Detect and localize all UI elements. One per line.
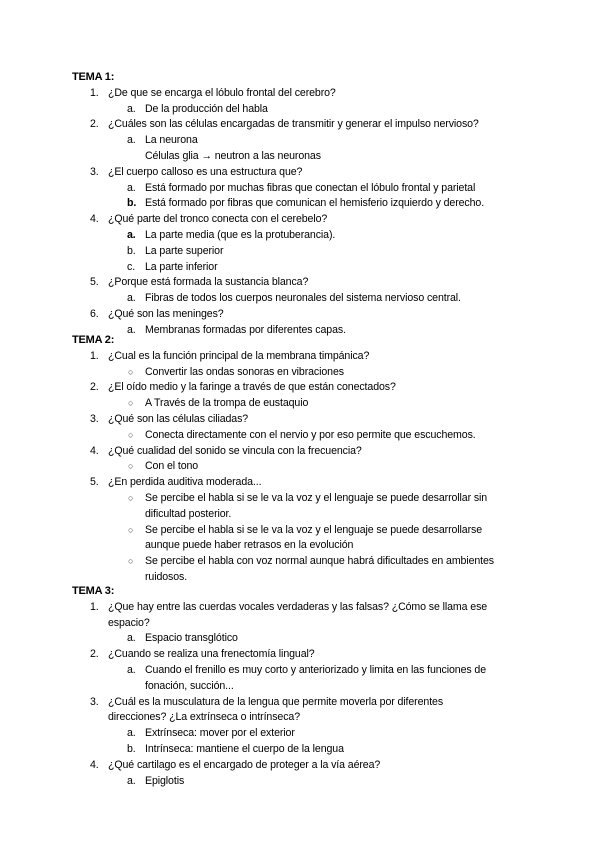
answer-label: a. [127,181,136,194]
bullet-circle-icon: ○ [128,429,134,440]
question [72,275,542,291]
question-text: ¿Qué parte del tronco conecta con el cerebelo? [108,213,328,226]
question-text: ¿Cual es la función principal de la membrana timpánica? [108,349,370,362]
answer-text: Se percibe el habla con voz normal aunque habrá dificultades en ambientes [145,555,494,568]
answer-text: dificultad posterior. [145,507,232,520]
answer [72,181,542,197]
answer [72,133,542,149]
question-number: 6. [90,307,99,320]
question-number: 4. [90,758,99,771]
answer-continuation [72,507,542,523]
answer-text: Epiglotis [145,774,185,787]
question [72,600,542,616]
question-text: ¿En perdida auditiva moderada... [108,476,262,489]
question-text: ¿El oído medio y la faringe a través de que están conectados? [108,381,396,394]
answer [72,365,542,381]
section-title: TEMA 3: [72,585,115,597]
question-number: 5. [90,476,99,489]
answer [72,663,542,679]
answer-text: Conecta directamente con el nervio y por eso permite que escuchemos. [145,428,476,441]
question-number: 1. [90,86,99,99]
question-number: 2. [90,118,99,131]
answer-label: b. [127,742,136,755]
question [72,412,542,428]
answer-text: ruidosos. [145,570,188,583]
answer-text: Extrínseca: mover por el exterior [145,727,295,740]
question-continuation [72,616,542,632]
question-text: ¿Cuáles son las células encargadas de transmitir y generar el impulso nervioso? [108,118,479,131]
answer [72,742,542,758]
answer [72,102,542,118]
answer [72,291,542,307]
answer-note [72,149,542,165]
answer-text: Se percibe el habla si se le va la voz y el lenguaje se puede desarrollarse [145,523,483,536]
question-number: 3. [90,165,99,178]
answer-text: Está formado por fibras que comunican el hemisferio izquierdo y derecho. [145,197,485,210]
question-number: 1. [90,349,99,362]
question-text: ¿Porque está formada la sustancia blanca? [108,276,309,289]
answer-text: Membranas formadas por diferentes capas. [145,323,346,336]
answer [72,774,542,790]
question-text: direcciones? ¿La extrínseca o intrínseca? [108,711,300,724]
answer-label: b. [127,197,137,210]
section-title: TEMA 1: [72,71,115,83]
question [72,349,542,365]
answer-label: a. [127,632,136,645]
answer-text: De la producción del habla [145,102,268,115]
question-number: 2. [90,648,99,661]
answer-label: a. [127,663,136,676]
answer-text: aunque puede haber retrasos en la evolución [145,539,354,552]
question-text: ¿Qué cualidad del sonido se vincula con la frecuencia? [108,444,362,457]
question [72,117,542,133]
question [72,212,542,228]
question-number: 1. [90,600,99,613]
question [72,758,542,774]
question-number: 4. [90,213,99,226]
answer [72,244,542,260]
section-title: TEMA 2: [72,334,115,346]
question-number: 3. [90,412,99,425]
answer [72,523,542,539]
question-text: espacio? [108,616,150,629]
question [72,444,542,460]
question-text: ¿Qué son las células ciliadas? [108,412,249,425]
question-text: ¿Qué cartilago es el encargado de proteger a la vía aérea? [108,758,381,771]
answer-label: b. [127,244,136,257]
question [72,307,542,323]
section-tema-1 [72,70,542,339]
bullet-circle-icon: ○ [128,524,134,535]
question [72,380,542,396]
answer-text: fonación, succión... [145,679,234,692]
question-text: ¿El cuerpo calloso es una estructura que? [108,165,303,178]
answer [72,491,542,507]
answer-text: Está formado por muchas fibras que conectan el lóbulo frontal y parietal [145,181,476,194]
question-text: ¿Cuál es la musculatura de la lengua que permite moverla por diferentes [108,695,444,708]
answer-text: Espacio transglótico [145,632,238,645]
answer-label: c. [127,260,136,273]
question-text: ¿De que se encarga el lóbulo frontal del cerebro? [108,86,336,99]
answer-text: La parte inferior [145,260,218,273]
question [72,86,542,102]
question [72,695,542,711]
section-tema-2 [72,333,542,586]
question-text: ¿Que hay entre las cuerdas vocales verdaderas y las falsas? ¿Cómo se llama ese [108,600,488,613]
answer-text: Cuando el frenillo es muy corto y anteriorizado y limita en las funciones de [145,663,486,676]
answer-text: Se percibe el habla si se le va la voz y el lenguaje se puede desarrollar sin [145,491,488,504]
question-text: ¿Qué son las meninges? [108,307,224,320]
question-text: ¿Cuando se realiza una frenectomía lingual? [108,648,315,661]
answer-label: a. [127,727,136,740]
bullet-circle-icon: ○ [128,492,134,503]
answer [72,396,542,412]
bullet-circle-icon: ○ [128,461,134,472]
answer-correct [72,196,542,212]
bullet-circle-icon: ○ [128,556,134,567]
answer-text: Células glia → neutron a las neuronas [145,149,321,162]
answer-text: La parte media (que es la protuberancia). [145,228,336,241]
section-tema-3 [72,584,542,789]
answer-text: La neurona [145,134,198,147]
answer [72,260,542,276]
question [72,647,542,663]
answer-text: La parte superior [145,244,224,257]
question [72,165,542,181]
answer-continuation [72,538,542,554]
answer-label: a. [127,228,136,241]
answer [72,428,542,444]
answer-label: a. [127,102,136,115]
question-number: 5. [90,276,99,289]
answer-correct [72,228,542,244]
question [72,475,542,491]
answer-text: Con el tono [145,460,199,473]
answer-text: Convertir las ondas sonoras en vibraciones [145,365,344,378]
question-number: 4. [90,444,99,457]
answer-label: a. [127,134,136,147]
answer-text: Fibras de todos los cuerpos neuronales del sistema nervioso central. [145,292,461,305]
answer [72,726,542,742]
answer-continuation [72,679,542,695]
question-number: 3. [90,695,99,708]
answer-label: a. [127,774,136,787]
bullet-circle-icon: ○ [128,398,134,409]
answer [72,631,542,647]
answer [72,554,542,570]
answer-label: a. [127,323,136,336]
question-continuation [72,710,542,726]
answer [72,459,542,475]
question-number: 2. [90,381,99,394]
answer-label: a. [127,292,136,305]
answer-text: A Través de la trompa de eustaquio [145,397,309,410]
bullet-circle-icon: ○ [128,366,134,377]
answer-text: Intrínseca: mantiene el cuerpo de la lengua [145,742,344,755]
